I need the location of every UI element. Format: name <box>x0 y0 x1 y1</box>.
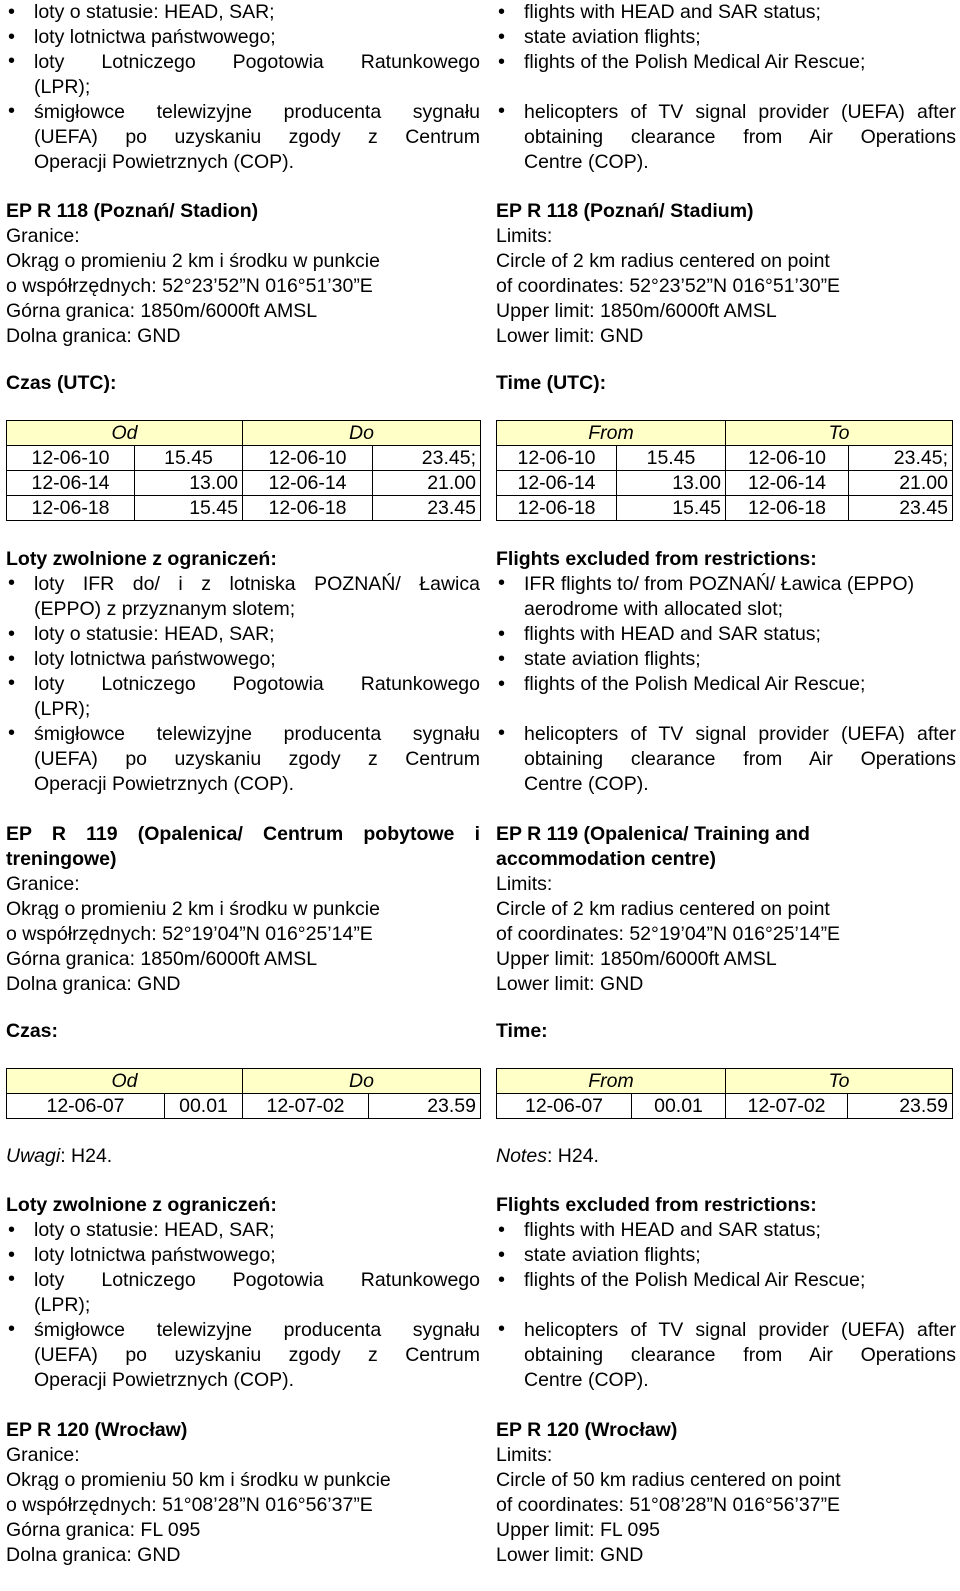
time-rows <box>496 445 953 521</box>
time-label: Czas (UTC): <box>6 372 117 394</box>
exemption-title: Flights excluded from restrictions: <box>496 1194 817 1216</box>
list-item: • loty lotnictwa państwowego; <box>6 1243 480 1268</box>
to-header: Do <box>243 421 481 446</box>
list-item <box>6 100 480 175</box>
lower-limit: Dolna granica: GND <box>6 973 181 995</box>
limits-label: Limits: <box>496 225 553 247</box>
table-cell: 15.45 <box>617 496 726 521</box>
table-cell: 12-06-14 <box>726 471 849 496</box>
circle-text: Okrąg o promieniu 2 km i środku w punkcie <box>6 250 380 272</box>
table-row <box>7 496 481 521</box>
list-item: • loty lotnictwa państwowego; <box>6 647 480 672</box>
time-label: Czas: <box>6 1020 59 1042</box>
spacer <box>496 1293 956 1318</box>
table-cell: 12-06-14 <box>243 471 373 496</box>
list-item: • state aviation flights; <box>496 647 956 672</box>
table-row <box>7 1094 481 1119</box>
time-rows <box>496 1093 953 1119</box>
table-cell: 12-07-02 <box>726 1094 848 1119</box>
section-title: EP R 119 (Opalenica/ Training and <box>496 823 810 845</box>
list-item <box>6 1318 480 1393</box>
table-cell: 12-06-14 <box>497 471 617 496</box>
section-title: EP R 120 (Wrocław) <box>496 1419 678 1441</box>
lower-limit: Lower limit: GND <box>496 1544 644 1566</box>
table-row <box>497 496 953 521</box>
table-cell: 23.59 <box>369 1094 481 1119</box>
table-cell: 12-06-10 <box>726 446 849 471</box>
table-cell: 12-06-14 <box>7 471 135 496</box>
limits-label: Granice: <box>6 873 80 895</box>
table-cell: 00.01 <box>165 1094 243 1119</box>
notes: Notes: H24. <box>496 1145 599 1167</box>
table-cell: 12-06-18 <box>497 496 617 521</box>
exemption-list-119 <box>496 1193 956 1393</box>
section-ep-r-119 <box>496 822 956 997</box>
time-label: Time: <box>496 1020 548 1042</box>
from-header: Od <box>7 1069 243 1094</box>
upper-limit: Górna granica: 1850m/6000ft AMSL <box>6 300 318 322</box>
to-header: To <box>726 1069 953 1094</box>
table-cell: 23.45 <box>373 496 481 521</box>
list-item-line: (LPR); <box>34 698 91 720</box>
from-header: From <box>497 1069 726 1094</box>
list-item-line: • śmigłowce telewizyjne producenta sygnału <box>34 101 480 123</box>
table-row <box>7 446 481 471</box>
exemption-list-119 <box>6 1193 480 1393</box>
list-item: • loty o statusie: HEAD, SAR; <box>6 1218 480 1243</box>
table-cell: 15.45 <box>135 496 243 521</box>
list-item-line: obtaining clearance from Air Operations <box>524 1344 956 1366</box>
lower-limit: Dolna granica: GND <box>6 325 181 347</box>
table-row <box>497 446 953 471</box>
list-item-line: • helicopters of TV signal provider (UEFA) after <box>524 1319 956 1341</box>
list-item-line: (UEFA) po uzyskaniu zgody z Centrum <box>34 1344 480 1366</box>
time-table <box>496 1068 953 1094</box>
lower-limit: Lower limit: GND <box>496 973 644 995</box>
table-cell: 12-06-10 <box>7 446 135 471</box>
upper-limit: Górna granica: FL 095 <box>6 1519 201 1541</box>
to-header: Do <box>243 1069 481 1094</box>
exemption-list-118 <box>496 547 956 797</box>
table-cell: 12-06-10 <box>497 446 617 471</box>
list-item-line: • śmigłowce telewizyjne producenta sygnału <box>34 723 480 745</box>
section-title-cont: accommodation centre) <box>496 848 716 870</box>
list-item-line: Operacji Powietrznych (COP). <box>34 151 295 173</box>
list-item: • loty lotnictwa państwowego; <box>6 25 480 50</box>
upper-limit: Górna granica: 1850m/6000ft AMSL <box>6 948 318 970</box>
top-exemption-list <box>496 0 956 175</box>
table-cell: 13.00 <box>617 471 726 496</box>
list-item-line: • loty Lotniczego Pogotowia Ratunkowego <box>34 673 480 695</box>
list-item: • flights of the Polish Medical Air Rescue; <box>496 672 956 697</box>
list-item-line: • helicopters of TV signal provider (UEFA) after <box>524 101 956 123</box>
list-item <box>6 50 480 100</box>
table-cell: 12-06-07 <box>497 1094 632 1119</box>
table-cell: 21.00 <box>849 471 953 496</box>
exemption-title: Loty zwolnione z ograniczeń: <box>6 1194 277 1216</box>
list-item-line: Centre (COP). <box>524 1369 649 1391</box>
list-item: • loty o statusie: HEAD, SAR; <box>6 622 480 647</box>
table-cell: 12-07-02 <box>243 1094 369 1119</box>
top-exemption-list <box>6 0 480 175</box>
section-ep-r-120 <box>6 1418 480 1568</box>
list-item: • flights with HEAD and SAR status; <box>496 622 956 647</box>
table-cell: 23.45; <box>849 446 953 471</box>
list-item-line: obtaining clearance from Air Operations <box>524 126 956 148</box>
time-label: Time (UTC): <box>496 372 607 394</box>
table-cell: 12-06-18 <box>7 496 135 521</box>
list-item-line: • IFR flights to/ from POZNAŃ/ Ławica (EPPO) <box>524 573 915 595</box>
table-cell: 12-06-07 <box>7 1094 165 1119</box>
list-item <box>496 1318 956 1393</box>
table-cell: 12-06-18 <box>726 496 849 521</box>
table-row <box>497 1094 953 1119</box>
lower-limit: Lower limit: GND <box>496 325 644 347</box>
time-rows <box>6 445 481 521</box>
coordinates: of coordinates: 51°08’28”N 016°56’37”E <box>496 1494 841 1516</box>
list-item: • state aviation flights; <box>496 1243 956 1268</box>
table-cell: 23.45 <box>849 496 953 521</box>
table-cell: 13.00 <box>135 471 243 496</box>
list-item-line: • loty Lotniczego Pogotowia Ratunkowego <box>34 1269 480 1291</box>
exemption-title: Loty zwolnione z ograniczeń: <box>6 548 277 570</box>
spacer <box>496 697 956 722</box>
list-item: • flights with HEAD and SAR status; <box>496 1218 956 1243</box>
list-item-line: (LPR); <box>34 76 91 98</box>
notes: Uwagi: H24. <box>6 1145 113 1167</box>
list-item <box>496 100 956 175</box>
list-item-line: • loty Lotniczego Pogotowia Ratunkowego <box>34 51 480 73</box>
list-item: • flights of the Polish Medical Air Rescue; <box>496 1268 956 1293</box>
table-cell: 15.45 <box>617 446 726 471</box>
upper-limit: Upper limit: 1850m/6000ft AMSL <box>496 948 777 970</box>
table-cell: 15.45 <box>135 446 243 471</box>
table-row <box>7 471 481 496</box>
section-title: EP R 120 (Wrocław) <box>6 1419 188 1441</box>
limits-label: Granice: <box>6 225 80 247</box>
list-item-line: (EPPO) z przyznanym slotem; <box>34 598 296 620</box>
list-item-line: (UEFA) po uzyskaniu zgody z Centrum <box>34 748 480 770</box>
table-cell: 00.01 <box>632 1094 726 1119</box>
from-header: From <box>497 421 726 446</box>
section-ep-r-118 <box>496 199 956 349</box>
table-cell: 23.45; <box>373 446 481 471</box>
section-title: EP R 118 (Poznań/ Stadion) <box>6 200 259 222</box>
list-item-line: • loty IFR do/ i z lotniska POZNAŃ/ Ławica <box>34 573 480 595</box>
section-title: EP R 118 (Poznań/ Stadium) <box>496 200 754 222</box>
list-item-line: (LPR); <box>34 1294 91 1316</box>
section-ep-r-119 <box>6 822 480 997</box>
list-item-line: (UEFA) po uzyskaniu zgody z Centrum <box>34 126 480 148</box>
list-item <box>496 572 956 622</box>
list-item-line: Operacji Powietrznych (COP). <box>34 773 295 795</box>
list-item <box>6 722 480 797</box>
section-ep-r-120 <box>496 1418 956 1568</box>
circle-text: Okrąg o promieniu 2 km i środku w punkcie <box>6 898 380 920</box>
list-item <box>6 1268 480 1318</box>
limits-label: Limits: <box>496 1444 553 1466</box>
coordinates: of coordinates: 52°23’52”N 016°51’30”E <box>496 275 841 297</box>
section-ep-r-118 <box>6 199 480 349</box>
time-rows <box>6 1093 481 1119</box>
exemption-title: Flights excluded from restrictions: <box>496 548 817 570</box>
list-item <box>496 722 956 797</box>
list-item: • loty o statusie: HEAD, SAR; <box>6 0 480 25</box>
time-table <box>6 420 481 446</box>
table-cell: 21.00 <box>373 471 481 496</box>
table-cell: 12-06-10 <box>243 446 373 471</box>
list-item-line: Centre (COP). <box>524 773 649 795</box>
section-title: EP R 119 (Opalenica/ Centrum pobytowe i <box>6 823 480 845</box>
coordinates: o współrzędnych: 52°23’52”N 016°51’30”E <box>6 275 373 297</box>
table-cell: 12-06-18 <box>243 496 373 521</box>
from-header: Od <box>7 421 243 446</box>
section-title-cont: treningowe) <box>6 848 117 870</box>
list-item-line: • helicopters of TV signal provider (UEFA) after <box>524 723 956 745</box>
circle-text: Circle of 2 km radius centered on point <box>496 250 830 272</box>
list-item-line: aerodrome with allocated slot; <box>524 598 784 620</box>
circle-text: Circle of 50 km radius centered on point <box>496 1469 841 1491</box>
exemption-list-118 <box>6 547 480 797</box>
list-item: • state aviation flights; <box>496 25 956 50</box>
coordinates: of coordinates: 52°19’04”N 016°25’14”E <box>496 923 841 945</box>
circle-text: Circle of 2 km radius centered on point <box>496 898 830 920</box>
circle-text: Okrąg o promieniu 50 km i środku w punkcie <box>6 1469 391 1491</box>
list-item <box>6 572 480 622</box>
upper-limit: Upper limit: 1850m/6000ft AMSL <box>496 300 777 322</box>
list-item-line: Operacji Powietrznych (COP). <box>34 1369 295 1391</box>
to-header: To <box>726 421 953 446</box>
time-table <box>496 420 953 446</box>
coordinates: o współrzędnych: 52°19’04”N 016°25’14”E <box>6 923 373 945</box>
limits-label: Granice: <box>6 1444 80 1466</box>
list-item-line: Centre (COP). <box>524 151 649 173</box>
lower-limit: Dolna granica: GND <box>6 1544 181 1566</box>
spacer <box>496 75 956 100</box>
time-table <box>6 1068 481 1094</box>
table-cell: 23.59 <box>848 1094 953 1119</box>
list-item <box>6 672 480 722</box>
list-item: • flights with HEAD and SAR status; <box>496 0 956 25</box>
table-row <box>497 471 953 496</box>
upper-limit: Upper limit: FL 095 <box>496 1519 661 1541</box>
limits-label: Limits: <box>496 873 553 895</box>
list-item-line: • śmigłowce telewizyjne producenta sygnału <box>34 1319 480 1341</box>
coordinates: o współrzędnych: 51°08’28”N 016°56’37”E <box>6 1494 373 1516</box>
list-item: • flights of the Polish Medical Air Rescue; <box>496 50 956 75</box>
list-item-line: obtaining clearance from Air Operations <box>524 748 956 770</box>
